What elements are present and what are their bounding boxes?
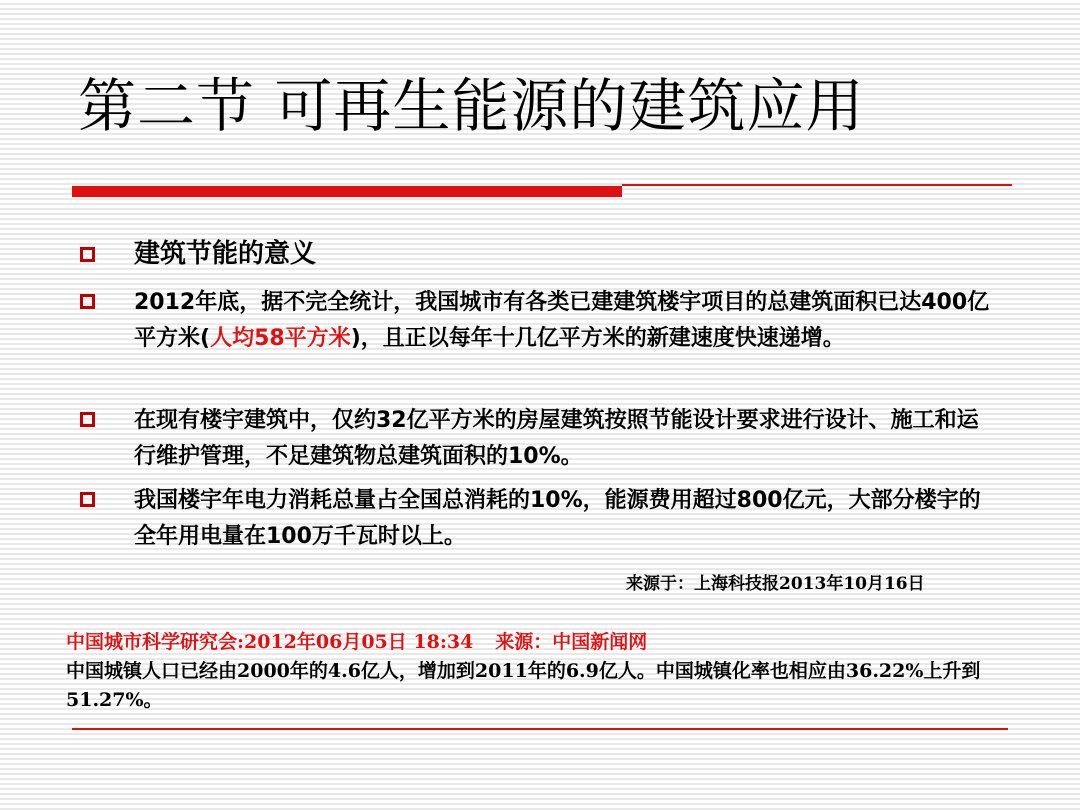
news-header-source: 来源：中国新闻网 bbox=[495, 631, 648, 653]
title-underline-thin bbox=[622, 184, 1012, 186]
news-body: 中国城镇人口已经由2000年的4.6亿人，增加到2011年的6.9亿人。中国城镇化率也相应由36.22%上升到51.27%。 bbox=[66, 660, 981, 711]
bullet-text-part1: 2012年底，据不完全统计，我国城市有各类已建建筑楼宇项目的总建筑面积已达400亿平方米( bbox=[134, 290, 990, 351]
square-bullet-icon bbox=[80, 492, 95, 507]
bullet-text: 我国楼宇年电力消耗总量占全国总消耗的10%，能源费用超过800亿元，大部分楼宇的全年用电量在100万千瓦时以上。 bbox=[134, 488, 981, 549]
slide-title: 第二节 可再生能源的建筑应用 bbox=[78, 72, 865, 140]
source-citation: 来源于：上海科技报2013年10月16日 bbox=[626, 574, 925, 594]
bullet-text-part2: )，且正以每年十几亿平方米的新建速度快速递增。 bbox=[350, 326, 845, 351]
bullet-text: 在现有楼宇建筑中，仅约32亿平方米的房屋建筑按照节能设计要求进行设计、施工和运行维护管理，不足建筑物总建筑面积的10%。 bbox=[134, 408, 979, 469]
bullet-text bbox=[134, 285, 994, 357]
news-header bbox=[66, 628, 1006, 657]
title-underline-bar bbox=[72, 186, 622, 197]
square-bullet-icon bbox=[80, 294, 95, 309]
news-block bbox=[66, 628, 1006, 715]
news-header-date: 中国城市科学研究会:2012年06月05日 18:34 bbox=[66, 631, 474, 653]
bullet-text: 建筑节能的意义 bbox=[134, 239, 317, 269]
bullet-text-highlight: 人均58平方米 bbox=[210, 326, 351, 351]
square-bullet-icon bbox=[80, 412, 95, 427]
square-bullet-icon bbox=[80, 247, 95, 262]
bottom-divider bbox=[72, 728, 1008, 730]
